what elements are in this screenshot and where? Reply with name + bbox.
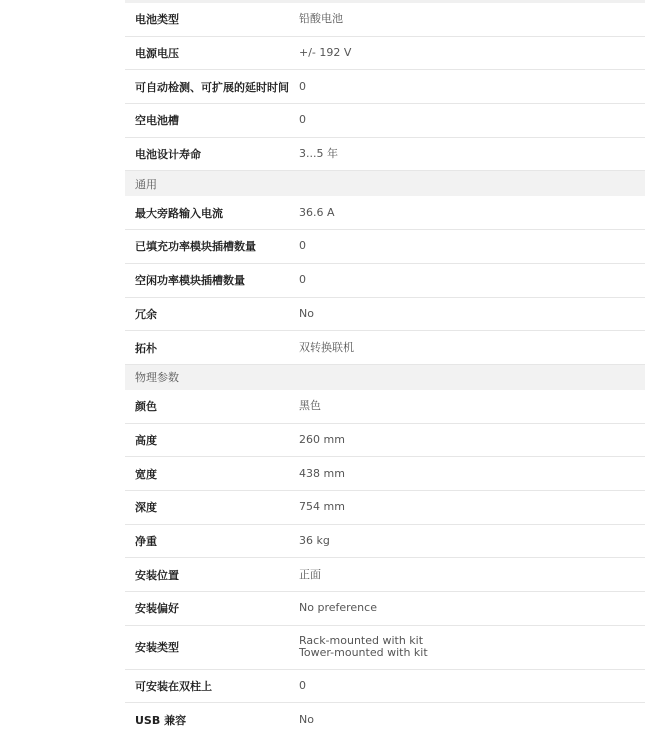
spec-row-width <box>125 457 645 491</box>
spec-row-filled-module-slots <box>125 230 645 264</box>
spec-label: 宽度 <box>135 467 157 481</box>
spec-value: 0 <box>299 239 306 253</box>
spec-value: No <box>299 306 314 320</box>
spec-value: 0 <box>299 273 306 287</box>
spec-label: 电池设计寿命 <box>135 148 201 162</box>
spec-value: 36 kg <box>299 533 330 547</box>
spec-row-mounting-preference <box>125 592 645 626</box>
spec-row-depth <box>125 491 645 525</box>
spec-label: 冗余 <box>135 307 157 321</box>
spec-label: 最大旁路输入电流 <box>135 206 223 220</box>
spec-value-line: Tower-mounted with kit <box>299 646 428 660</box>
spec-row-free-module-slots <box>125 264 645 298</box>
spec-row-color <box>125 390 645 424</box>
spec-row-max-bypass-current <box>125 196 645 230</box>
spec-value: 铅酸电池 <box>299 12 343 26</box>
spec-label: 空闲功率模块插槽数量 <box>135 274 245 288</box>
spec-row-usb-compatible <box>125 703 645 737</box>
spec-value: No <box>299 713 314 727</box>
spec-value: 黑色 <box>299 399 321 413</box>
spec-value: 754 mm <box>299 500 345 514</box>
spec-label: 净重 <box>135 534 157 548</box>
spec-row-net-weight <box>125 525 645 559</box>
spec-label: 安装偏好 <box>135 602 179 616</box>
section-header-physical: 物理参数 <box>125 365 645 390</box>
spec-row-mounting-type <box>125 626 645 670</box>
spec-value: No preference <box>299 601 377 615</box>
spec-value: 正面 <box>299 567 321 581</box>
spec-value: 0 <box>299 679 306 693</box>
spec-label: 电源电压 <box>135 47 179 61</box>
spec-label: 颜色 <box>135 400 157 414</box>
spec-label: 可安装在双柱上 <box>135 680 212 694</box>
spec-row-empty-battery-slots <box>125 104 645 138</box>
spec-row-mounting-position <box>125 558 645 592</box>
spec-row-runtime <box>125 70 645 104</box>
spec-label: USB 兼容 <box>135 714 187 728</box>
spec-label: 深度 <box>135 501 157 515</box>
spec-label: 高度 <box>135 433 157 447</box>
spec-value <box>299 635 645 659</box>
spec-label: 安装类型 <box>135 641 179 655</box>
spec-value: 36.6 A <box>299 205 335 219</box>
spec-value: 0 <box>299 113 306 127</box>
spec-value: 3...5 年 <box>299 147 338 161</box>
spec-value-line: Rack-mounted with kit <box>299 634 424 648</box>
spec-label: 可自动检测、可扩展的延时时间 <box>135 80 289 94</box>
spec-row-topology <box>125 331 645 365</box>
spec-row-height <box>125 424 645 458</box>
spec-label: 安装位置 <box>135 568 179 582</box>
spec-value: 0 <box>299 79 306 93</box>
spec-row-battery-type <box>125 3 645 37</box>
spec-value: 438 mm <box>299 466 345 480</box>
spec-label: 电池类型 <box>135 13 179 27</box>
spec-row-voltage <box>125 37 645 71</box>
spec-label: 拓朴 <box>135 341 157 355</box>
spec-value: +/- 192 V <box>299 46 352 60</box>
spec-label: 空电池槽 <box>135 114 179 128</box>
spec-row-two-post-mountable <box>125 670 645 704</box>
spec-value: 双转换联机 <box>299 340 354 354</box>
spec-table <box>125 0 645 737</box>
spec-label: 已填充功率模块插槽数量 <box>135 240 256 254</box>
spec-row-battery-life <box>125 138 645 172</box>
spec-row-redundancy <box>125 298 645 332</box>
section-header-general: 通用 <box>125 171 645 196</box>
spec-value: 260 mm <box>299 432 345 446</box>
